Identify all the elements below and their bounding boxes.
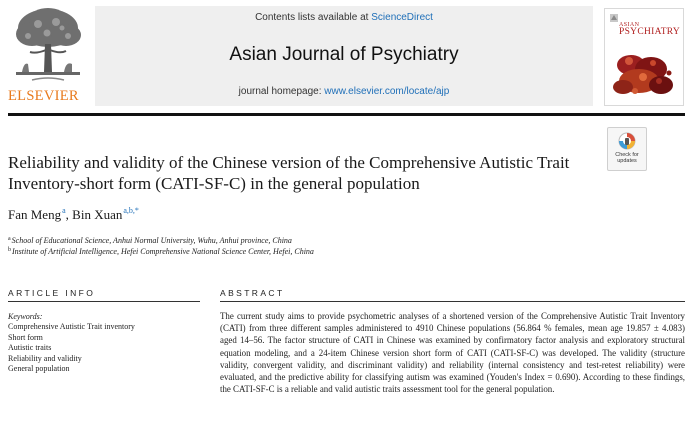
author-list: Fan Meng$^a$, Bin Xuan$^{a,b,*}$ [8, 206, 139, 222]
affiliation-mark: b [8, 247, 11, 253]
contents-prefix: Contents lists available at [255, 12, 372, 23]
check-for-updates-line2: updates [617, 157, 637, 164]
elsevier-wordmark: ELSEVIER [8, 88, 79, 104]
journal-title: Asian Journal of Psychiatry [229, 44, 459, 65]
cover-emblem-icon [609, 13, 619, 23]
author-name[interactable]: Fan Meng [8, 207, 62, 222]
affiliation-text: School of Educational Science, Anhui Normal University, Wuhu, Anhui province, China [11, 236, 292, 245]
journal-cover-thumbnail[interactable] [604, 8, 684, 106]
author-affiliation-mark[interactable]: a,b,* [123, 206, 139, 215]
check-for-updates-line1: Check for [615, 152, 639, 158]
abstract-heading: ABSTRACT [220, 288, 285, 298]
journal-homepage-link[interactable]: www.elsevier.com/locate/ajp [324, 86, 450, 97]
article-info-rule [8, 301, 200, 302]
affiliation-a [8, 236, 292, 245]
author-name[interactable]: Bin Xuan [72, 207, 123, 222]
affiliation-b [8, 247, 314, 256]
keyword-item[interactable]: General population [8, 364, 70, 373]
author-affiliation-mark[interactable]: a [62, 206, 66, 215]
check-for-updates-button[interactable] [607, 127, 647, 171]
cover-title-big: PSYCHIATRY [619, 27, 681, 37]
affiliation-text: Institute of Artificial Intelligence, Hefei Comprehensive National Science Center, Hefei, China [12, 247, 314, 256]
abstract-text: The current study aims to provide psychometric analyses of a shortened version of the Comprehensive Autistic Trait Inventory (CATI) from three different samples administered to 4910 Chinese populations (56.864 % females, mean age 19.857 ± 4.083) aged 14–56. The factor structure of CATI in Chinese was examined by confirmatory factor analysis and exploratory structural equation modeling, and a 24-item Chinese version short form of CATI (CATI-SF-C) was developed. The validity (structure validity, convergent validity, and discriminant validity) and reliability (internal consistency and test-retest reliability) were evaluated, and the predictive ability for classifying autism was examined (Youden's Index = 0.690). According to these findings, the CATI-SF-C is a reliable and valid autistic traits assessment tool for the general population. [220, 311, 685, 395]
sciencedirect-link[interactable]: ScienceDirect [371, 12, 433, 23]
contents-line [95, 12, 593, 23]
keyword-item[interactable]: Short form [8, 332, 43, 342]
affiliation-mark: a [8, 236, 11, 242]
elsevier-logo[interactable] [8, 6, 88, 106]
journal-header-band [95, 6, 593, 106]
article-info-heading: ARTICLE INFO [8, 288, 96, 298]
cover-artwork [609, 47, 679, 101]
header-divider [8, 113, 685, 116]
article-title: Reliability and validity of the Chinese version of the Comprehensive Autistic Trait Inventory-short form (CATI-SF-C) in the general population [8, 153, 570, 193]
crossmark-icon [618, 132, 636, 152]
keyword-item[interactable]: Autistic traits [8, 343, 52, 352]
cover-title [619, 22, 680, 38]
keyword-item[interactable]: Comprehensive Autistic Trait inventory [8, 322, 135, 331]
check-for-updates-label [608, 153, 646, 165]
abstract-rule [220, 301, 685, 302]
cover-title-small: ASIAN [619, 22, 640, 28]
keywords-label: Keywords: [8, 312, 43, 321]
keyword-list [8, 322, 135, 375]
elsevier-tree-icon [12, 6, 84, 86]
keyword-item[interactable]: Reliability and validity [8, 353, 82, 363]
homepage-prefix: journal homepage: [238, 86, 325, 97]
homepage-line [95, 86, 593, 97]
